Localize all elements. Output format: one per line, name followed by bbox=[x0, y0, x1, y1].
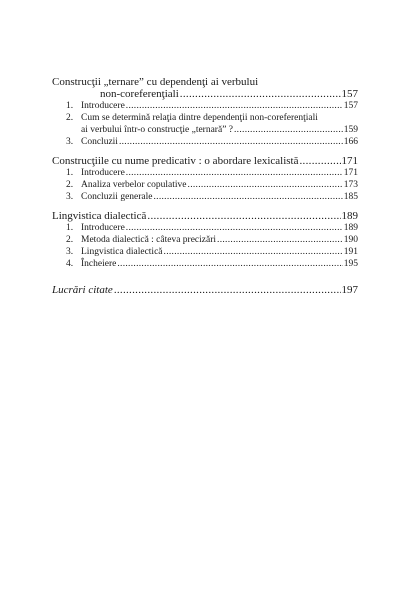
section-entry bbox=[52, 167, 358, 179]
page-number: 159 bbox=[343, 125, 358, 135]
page-number: 191 bbox=[343, 247, 358, 257]
section-entry bbox=[52, 179, 358, 191]
section-number: 2. bbox=[66, 113, 74, 123]
table-of-contents bbox=[52, 76, 358, 296]
chapter-title: Construcţiile cu nume predicativ : o abordare lexicalistă bbox=[52, 155, 299, 167]
chapter-entry bbox=[52, 210, 358, 270]
page-number: 195 bbox=[343, 259, 358, 269]
section-title: Metoda dialectică : câteva precizări bbox=[81, 235, 217, 245]
page-number: 189 bbox=[343, 223, 358, 233]
chapter-title-line bbox=[52, 210, 358, 222]
section-title: Concluzii bbox=[81, 137, 118, 147]
section-entry bbox=[52, 136, 358, 148]
page-number: 157 bbox=[341, 88, 358, 100]
chapter-title-text: non-coreferenţiali bbox=[100, 88, 179, 100]
section-number: 1. bbox=[66, 168, 74, 178]
dot-leader bbox=[117, 258, 342, 270]
page-number: 171 bbox=[343, 168, 358, 178]
dot-leader bbox=[217, 234, 343, 246]
references-title: Lucrări citate bbox=[52, 284, 113, 296]
references-entry bbox=[52, 284, 358, 296]
chapter-title: Construcţii „ternare” cu dependenţi ai verbului bbox=[52, 76, 259, 88]
section-number: 1. bbox=[66, 223, 74, 233]
dot-leader bbox=[234, 124, 343, 136]
section-title: Încheiere bbox=[81, 259, 117, 269]
chapter-title-continued bbox=[52, 88, 358, 100]
section-number: 3. bbox=[66, 247, 74, 257]
dot-leader bbox=[153, 191, 342, 203]
chapter-entry bbox=[52, 155, 358, 203]
section-number: 3. bbox=[66, 137, 74, 147]
page-number: 173 bbox=[343, 180, 358, 190]
section-title: Concluzii generale bbox=[81, 192, 153, 202]
section-title: Introducere bbox=[81, 168, 125, 178]
section-title: Introducere bbox=[81, 101, 125, 111]
dot-leader bbox=[126, 100, 343, 112]
dot-leader bbox=[126, 222, 343, 234]
section-number: 1. bbox=[66, 101, 74, 111]
section-entry bbox=[52, 234, 358, 246]
section-number: 3. bbox=[66, 192, 74, 202]
section-entry bbox=[52, 100, 358, 112]
page-number: 171 bbox=[341, 155, 358, 167]
dot-leader bbox=[119, 136, 343, 148]
section-title-continued: ai verbului într-o construcţie „ternară” ? bbox=[81, 125, 233, 135]
section-entry bbox=[52, 246, 358, 258]
section-entry bbox=[52, 222, 358, 234]
dot-leader bbox=[114, 284, 341, 296]
section-title: Cum se determină relaţia dintre dependenţii non-coreferenţiali bbox=[81, 113, 318, 123]
chapter-title-line bbox=[52, 155, 358, 167]
dot-leader bbox=[164, 246, 343, 258]
chapter-entry bbox=[52, 76, 358, 148]
page-number: 197 bbox=[341, 284, 358, 296]
page-number: 157 bbox=[343, 101, 358, 111]
section-title: Analiza verbelor copulative bbox=[81, 180, 187, 190]
section-entry bbox=[52, 258, 358, 270]
section-number: 2. bbox=[66, 180, 74, 190]
dot-leader bbox=[126, 167, 343, 179]
page-number: 185 bbox=[343, 192, 358, 202]
section-title: Introducere bbox=[81, 223, 125, 233]
page-number: 189 bbox=[341, 210, 358, 222]
dot-leader bbox=[300, 155, 341, 167]
dot-leader bbox=[188, 179, 343, 191]
dot-leader bbox=[180, 88, 341, 100]
section-entry-continued bbox=[52, 124, 358, 136]
section-entry bbox=[52, 112, 358, 124]
chapter-title: Lingvistica dialectică bbox=[52, 210, 147, 222]
page-number: 166 bbox=[343, 137, 358, 147]
section-number: 4. bbox=[66, 259, 74, 269]
dot-leader bbox=[147, 210, 340, 222]
page-number: 190 bbox=[343, 235, 358, 245]
section-entry bbox=[52, 191, 358, 203]
section-number: 2. bbox=[66, 235, 74, 245]
section-title: Lingvistica dialectică bbox=[81, 247, 163, 257]
